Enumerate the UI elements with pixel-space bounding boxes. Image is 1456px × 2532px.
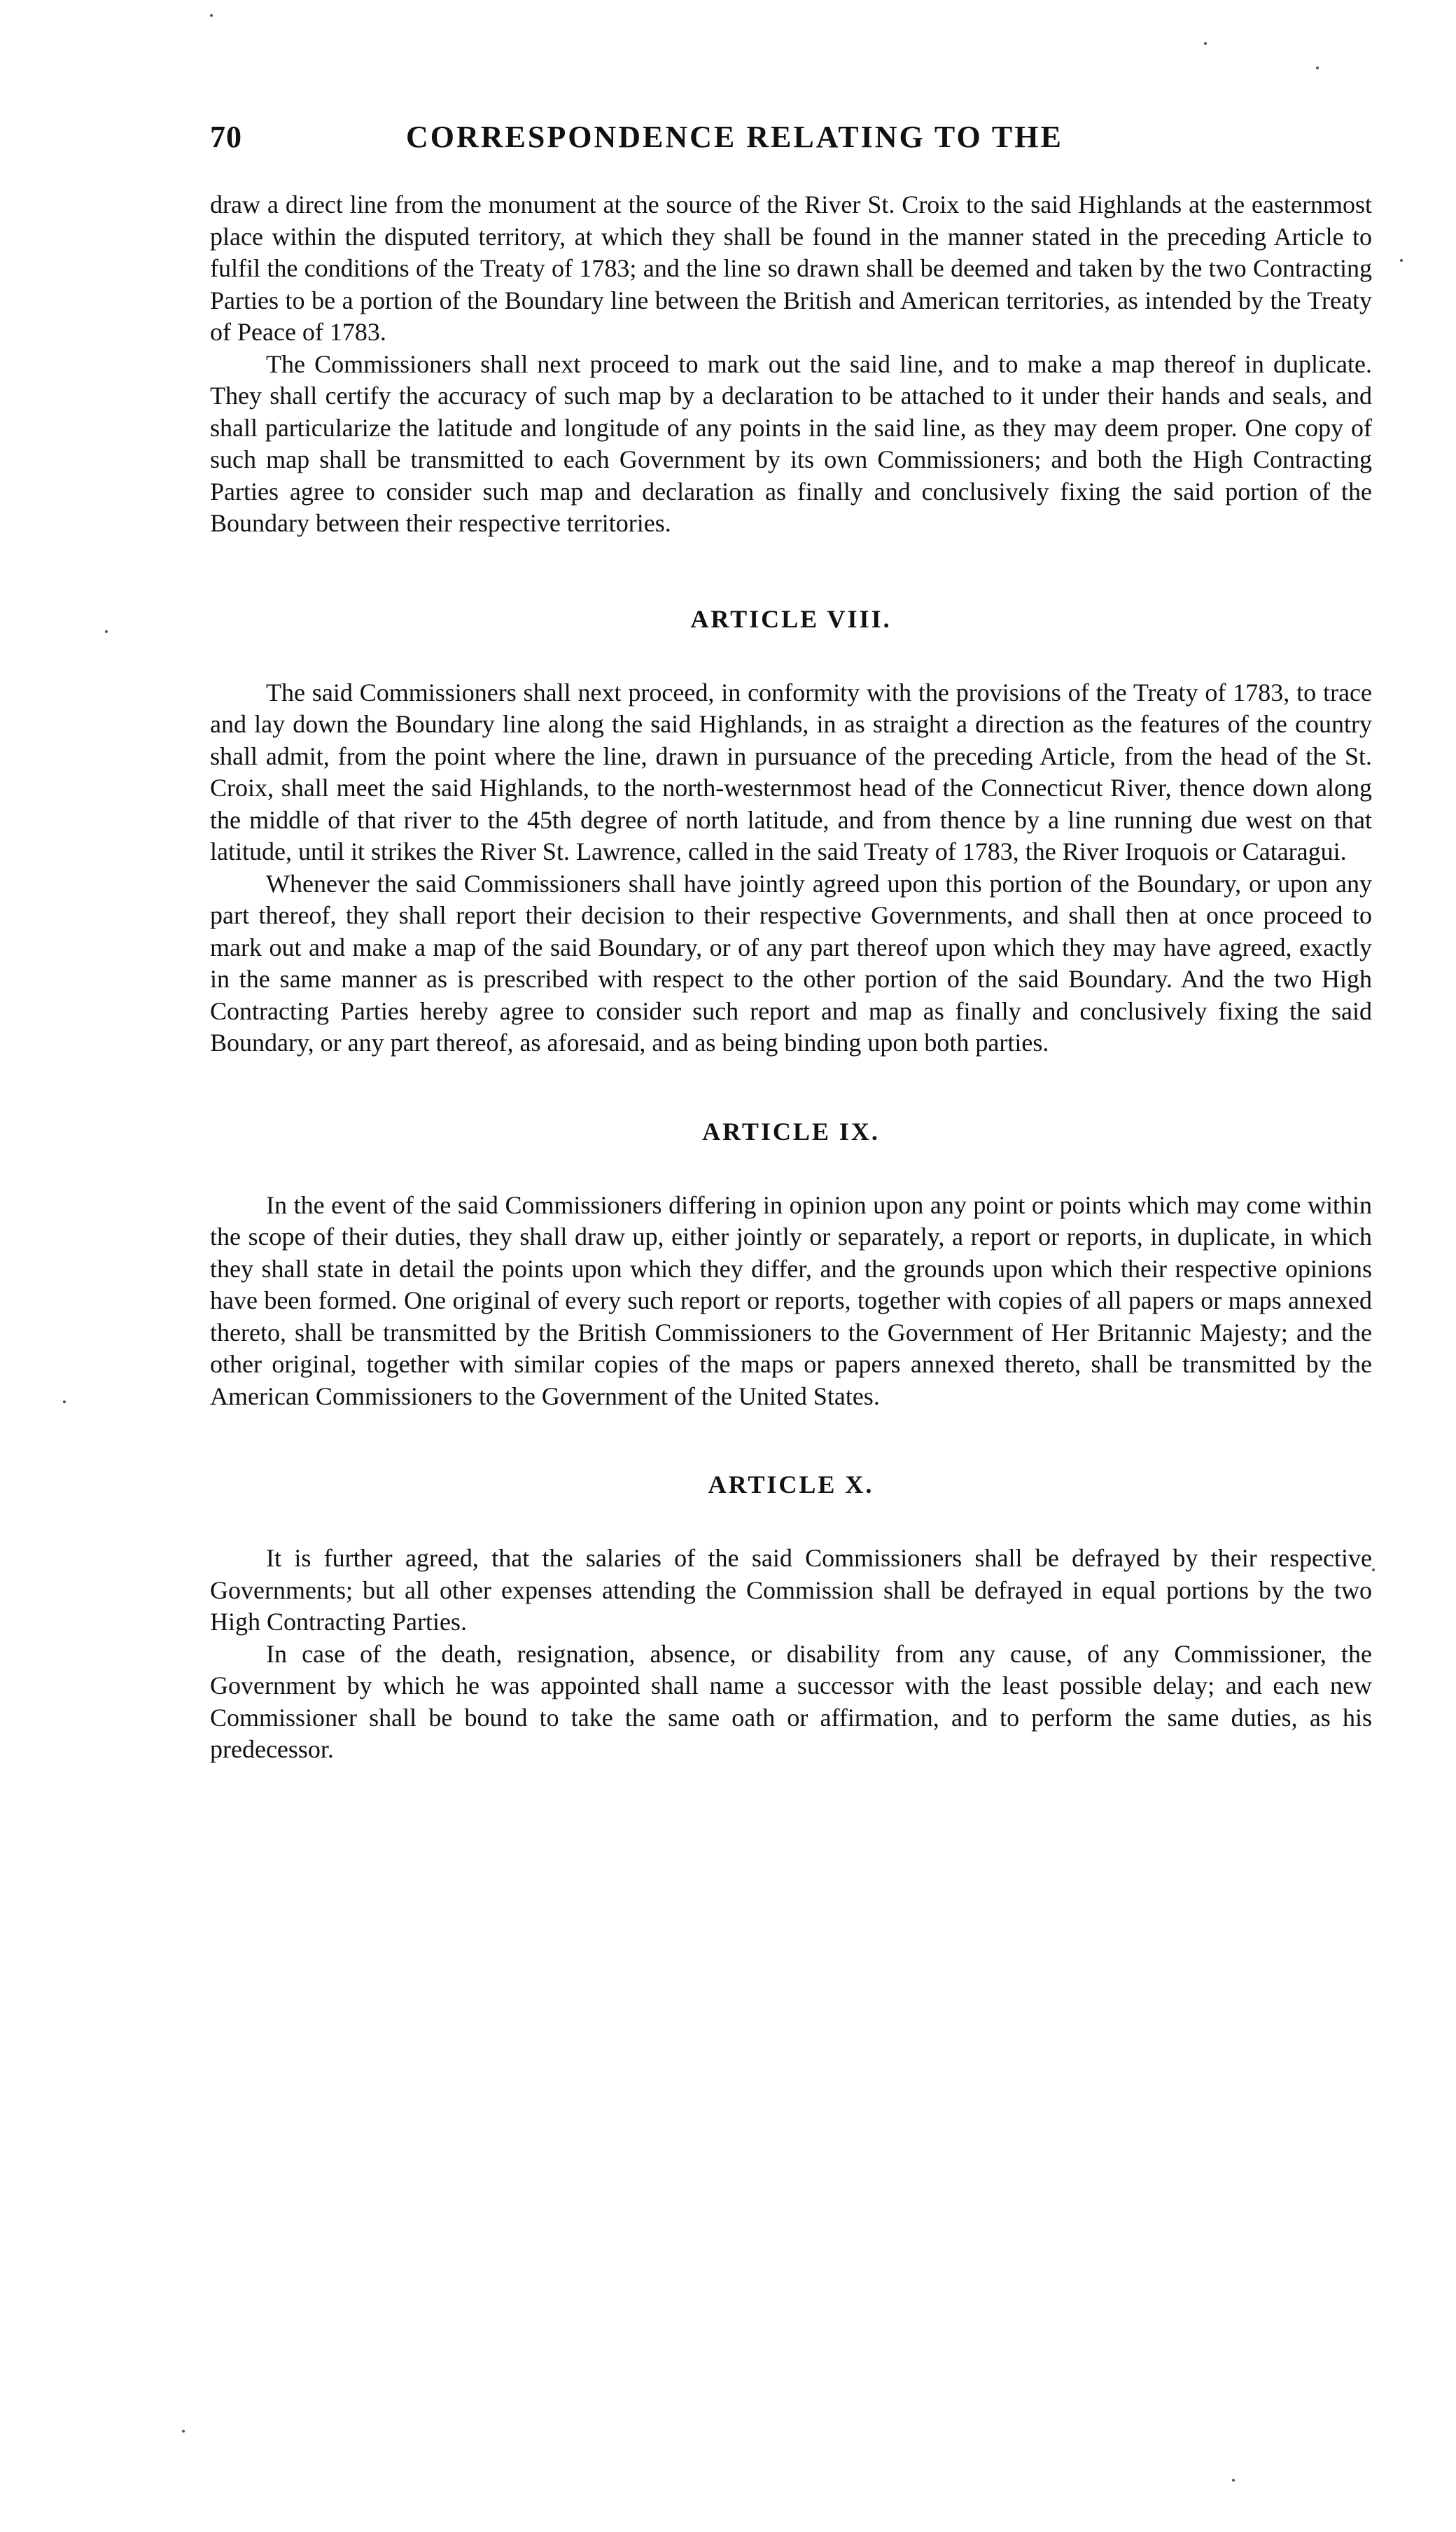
article-heading: ARTICLE IX. [702, 1117, 880, 1146]
scan-speck [105, 630, 108, 633]
paragraph: The said Commissioners shall next proceed, in conformity with the provisions of the Treaty of 1783, to trace and lay down the Boundary line along the said Highlands, in as straight a direction as the features of the country shall admit, from the point where the line, drawn in pursuance of the preceding Article, from the head of the St. Croix, shall meet the said Highlands, to the north-westernmost head of the Connecticut River, thence down along the middle of that river to the 45th degree of north latitude, and from thence by a line running due west on that latitude, until it strikes the River St. Lawrence, called in the said Treaty of 1783, the River Iroquois or Cataragui. [210, 678, 1372, 865]
section-article-ix [210, 1115, 1372, 1413]
paragraph: In case of the death, resignation, absence, or disability from any cause, of any Commissioner, the Government by which he was appointed shall name a successor with the least possible delay; and each new Commissioner shall be bound to take the same oath or affirmation, and to perform the same duties, as his predecessor. [210, 1639, 1372, 1763]
paragraph: Whenever the said Commissioners shall have jointly agreed upon this portion of the Boundary, or upon any part thereof, they shall report their decision to their respective Governments, and shall then at once proceed to mark out and make a map of the said Boundary, or of any part thereof upon which they may have agreed, exactly in the same manner as is prescribed with respect to the other portion of the said Boundary. And the two High Contracting Parties hereby agree to consider such report and map as finally and conclusively fixing the said Boundary, or any part thereof, as aforesaid, and as being binding upon both parties. [210, 869, 1372, 1057]
scan-speck [182, 2430, 185, 2433]
section-continuation [210, 189, 1372, 540]
paragraph: In the event of the said Commissioners differing in opinion upon any point or points which may come within the scope of their duties, they shall draw up, either jointly or separately, a report or reports, in duplicate, in which they shall state in detail the points upon which they differ, and the grounds upon which their respective opinions have been formed. One original of every such report or reports, together with copies of all papers or maps annexed thereto, shall be transmitted by the British Commissioners to the Government of Her Britannic Majesty; and the other original, together with similar copies of the maps or papers annexed thereto, shall be transmitted by the American Commissioners to the Government of the United States. [210, 1190, 1372, 1410]
running-head: CORRESPONDENCE RELATING TO THE [406, 120, 1063, 154]
page-body [210, 189, 1372, 1766]
scan-speck [63, 1400, 66, 1403]
scan-speck [1372, 1568, 1375, 1571]
scan-speck [1204, 42, 1207, 45]
article-heading: ARTICLE X. [708, 1470, 874, 1498]
article-heading: ARTICLE VIII. [690, 604, 892, 633]
page-header [210, 119, 1372, 168]
scan-speck [1316, 67, 1319, 69]
paragraph: The Commissioners shall next proceed to mark out the said line, and to make a map thereof in duplicate. They shall certify the accuracy of such map by a declaration to be attached to it under their hands and seals, and shall particularize the latitude and longitude of any points in the said line, as they may deem proper. One copy of such map shall be transmitted to each Government by its own Commissioners; and both the High Contracting Parties agree to consider such map and declaration as finally and conclusively fixing the said portion of the Boundary between their respective territories. [210, 349, 1372, 537]
section-article-x [210, 1468, 1372, 1766]
page-number: 70 [210, 120, 242, 154]
scan-speck [1232, 2479, 1235, 2482]
section-article-viii [210, 603, 1372, 1059]
paragraph: draw a direct line from the monument at the source of the River St. Croix to the said Highlands at the easternmost place within the disputed territory, at which they shall be found in the manner stated in the preceding Article to fulfil the conditions of the Treaty of 1783; and the line so drawn shall be deemed and taken by the two Contracting Parties to be a portion of the Boundary line between the British and American territories, as intended by the Treaty of Peace of 1783. [210, 190, 1372, 346]
scan-speck [210, 14, 213, 17]
paragraph: It is further agreed, that the salaries of the said Commissioners shall be defrayed by their respective Governments; but all other expenses attending the Commission shall be defrayed in equal portions by the two High Contracting Parties. [210, 1544, 1372, 1636]
scan-speck [1400, 259, 1403, 262]
